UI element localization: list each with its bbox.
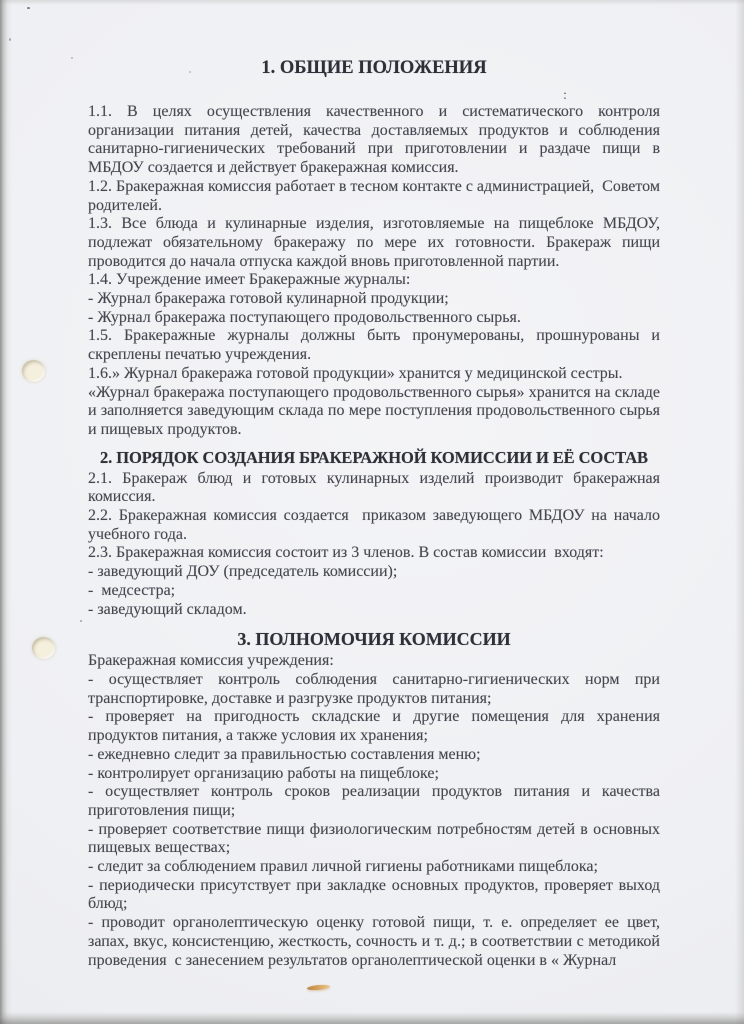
scan-speck	[80, 620, 82, 622]
authority-list-item: - ежедневно следит за правильностью составления меню;	[88, 745, 481, 763]
authority-list-item: - проверяет на пригодность складские и другие помещения для хранения продуктов питания, а также условия их хранения;	[88, 708, 664, 745]
paragraph-2-2: 2.2. Бракеражная комиссия создается приказом заведующего МБДОУ на начало учебного года.	[88, 507, 664, 543]
paragraph-1-3: 1.3. Все блюда и кулинарные изделия, изготовляемые на пищеблоке МБДОУ, подлежат обязательному бракеражу по мере их готовности. Бракераж пищи проводится до начала отпуска каждой вновь приготовленной партии.	[88, 215, 664, 270]
section-2-heading: 2. ПОРЯДОК СОЗДАНИЯ БРАКЕРАЖНОЙ КОМИССИИ И ЕЁ СОСТАВ	[100, 447, 648, 467]
punch-hole-top	[22, 360, 45, 382]
paragraph-1-2: 1.2. Бракеражная комиссия работает в тесном контакте с администрацией, Советом родителей.	[88, 177, 664, 214]
paragraph-1-6-continued: «Журнал бракеража поступающего продовольственного сырья» хранится на складе и заполняется заведующим склада по мере поступления продовольственного сырья и пищевых продуктов.	[88, 383, 664, 438]
scan-edge-left	[0, 0, 12, 1024]
section-1-heading: 1. ОБЩИЕ ПОЛОЖЕНИЯ	[261, 58, 487, 78]
paragraph-1-5: 1.5. Бракеражные журналы должны быть пронумерованы, прошнурованы и скреплены печатью учреждения.	[88, 327, 664, 364]
scan-speck	[27, 7, 30, 9]
scan-edge-right	[735, 0, 744, 1024]
commission-member-item: - заведующий ДОУ (председатель комиссии);	[88, 563, 398, 581]
paragraph-1-6: 1.6.» Журнал бракеража готовой продукции» хранится у медицинской сестры.	[88, 364, 623, 382]
ink-smudge	[307, 984, 330, 991]
section-3-heading: 3. ПОЛНОМОЧИЯ КОМИССИИ	[237, 629, 511, 650]
authority-list-item: - проводит органолептическую оценку готовой пищи, т. е. определяет ее цвет, запах, вкус, консистенцию, жесткость, сочность и т. д.; в соответствии с методикой проведения с занесением результатов органолептической оценки в « Журнал	[88, 914, 664, 969]
authority-list-item: - периодически присутствует при закладке основных продуктов, проверяет выход блюд;	[88, 876, 664, 913]
scan-speck	[71, 57, 73, 59]
paragraph-1-4: 1.4. Учреждение имеет Бракеражные журналы:	[88, 271, 411, 289]
punch-hole-bottom	[32, 637, 55, 659]
commission-member-item: - медсестра;	[88, 581, 176, 599]
authority-list-item: - контролирует организацию работы на пищеблоке;	[88, 764, 439, 782]
commission-member-item: - заведующий складом.	[88, 600, 247, 618]
document-body	[88, 0, 664, 970]
authority-list-item: - проверяет соответствие пищи физиологическим потребностям детей в основных пищевых веществах;	[88, 820, 664, 857]
stray-colon-mark: :	[563, 88, 567, 103]
authority-list-item: - следит за соблюдением правил личной гигиены работниками пищеблока;	[88, 858, 598, 876]
journal-list-item: - Журнал бракеража готовой кулинарной продукции;	[88, 290, 449, 308]
scan-speck	[9, 38, 11, 41]
section-3-intro: Бракеражная комиссия учреждения:	[88, 652, 334, 670]
journal-list-item: - Журнал бракеража поступающего продовольственного сырья.	[88, 308, 521, 326]
authority-list-item: - осуществляет контроль сроков реализации продуктов питания и качества приготовления пищи;	[88, 783, 664, 819]
paragraph-1-1: 1.1. В целях осуществления качественного и систематического контроля организации питания детей, качества доставляемых продуктов и соблюдения санитарно-гигиенических требований при приготовлении и раздаче пищи в МБДОУ создается и действует бракеражная комиссия.	[88, 103, 664, 177]
authority-list-item: - осуществляет контроль соблюдения санитарно-гигиенических норм при транспортировке, доставке и разгрузке продуктов питания;	[88, 670, 664, 707]
paragraph-2-1: 2.1. Бракераж блюд и готовых кулинарных изделий производит бракеражная комиссия.	[88, 469, 664, 506]
scan-edge-bottom	[0, 1012, 744, 1024]
paragraph-2-3: 2.3. Бракеражная комиссия состоит из 3 членов. В состав комиссии входят:	[88, 544, 604, 562]
